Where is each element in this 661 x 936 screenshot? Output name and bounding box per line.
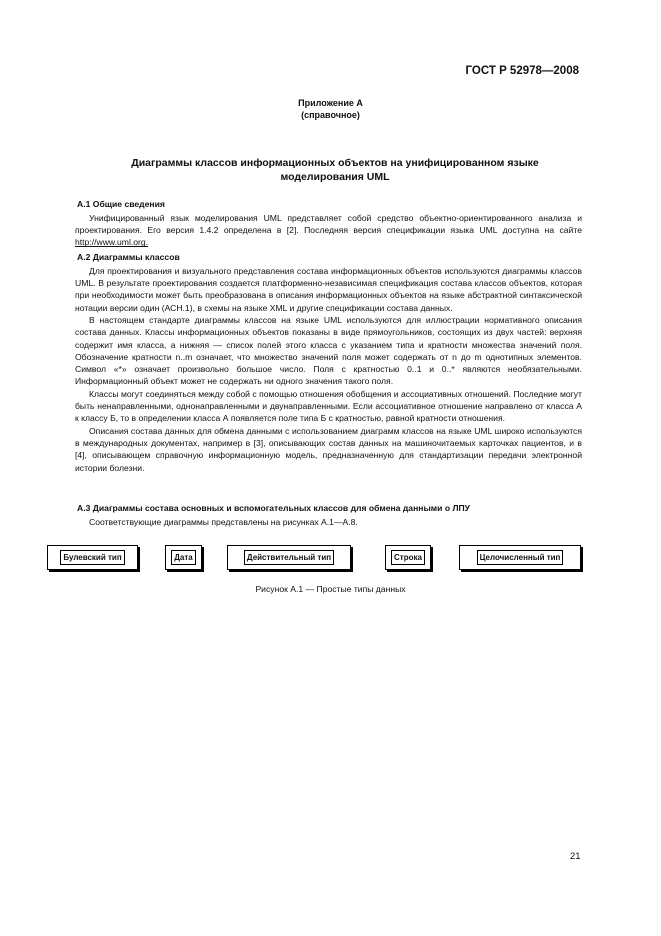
type-box-integer [459, 545, 581, 570]
section-a2-paragraph-4: Описания состава данных для обмена данными с использованием диаграмм классов на языке UML широко используются в международных документах, например в [3], описывающих состав данных на машиночитаемых карточках пациентов, и в [4], описывающем справочную информационную модель, предназначенную для стандартизации передачи электронной истории болезни. [75, 425, 582, 473]
type-box-real [227, 545, 351, 570]
section-a2-paragraph-1: Для проектирования и визуального представления состава информационных объектов используются диаграммы классов UML. В результате проектирования создается платформенно-независимая спецификация состава классов объектов, которая при необходимости может быть преобразована в описания информационных объектов на языке абстрактной синтаксической нотации версии один (АСН.1), в схемы на языке XML и другие спецификации состава данных. [75, 265, 582, 313]
section-a1-heading: А.1 Общие сведения [77, 199, 165, 209]
page-number: 21 [570, 851, 581, 862]
type-box-label: Булевский тип [60, 550, 124, 565]
section-a3 [75, 502, 582, 528]
document-title [80, 156, 590, 184]
appendix-subtitle: (справочное) [301, 110, 360, 120]
section-a2 [75, 251, 582, 474]
type-box-date [165, 545, 202, 570]
section-a1-paragraph [75, 212, 582, 249]
section-a2-paragraph-2: В настоящем стандарте диаграммы классов на языке UML используются для иллюстрации нормативного описания состава данных. Классы информационных объектов показаны в виде прямоугольников, состоящих из двух частей: верхняя содержит имя класса, а нижняя — список полей этого класса с указанием типа и кратности множества значений поля. Обозначение кратности n..m означает, что множество значений поля может содержать от n до m однотипных элементов. Символ «*» означает произвольно большое число. Поля с кратностью 0..1 и 0..* являются необязательными. Информационный объект может не содержать ни одного значения такого поля. [75, 314, 582, 387]
section-a2-heading: А.2 Диаграммы классов [77, 252, 180, 262]
type-box-label: Строка [391, 550, 425, 565]
document-title-line-2: моделирования UML [280, 171, 390, 183]
standard-number: ГОСТ Р 52978—2008 [465, 65, 579, 77]
section-a2-paragraph-3: Классы могут соединяться между собой с помощью отношения обобщения и ассоциативных отношений. Последние могут быть ненаправленными, однонаправленными и двунаправленными. Если ассоциативное отношение направлено от класса А к классу Б, то в определении класса А появляется поле типа Б с кратностью, равной кратности отношения. [75, 388, 582, 424]
figure-caption: Рисунок А.1 — Простые типы данных [255, 584, 406, 594]
section-a1 [75, 198, 582, 249]
simple-types-diagram [0, 545, 661, 575]
section-a1-text: Унифицированный язык моделирования UML представляет собой средство объектно-ориентированного анализа и проектирования. Его версия 1.4.2 определена в [2]. Последняя версия спецификации языка UML доступна на сайте [75, 212, 582, 236]
appendix-title: Приложение А [298, 98, 363, 108]
document-title-line-1: Диаграммы классов информационных объектов на унифицированном языке [131, 157, 539, 169]
section-a3-paragraph: Соответствующие диаграммы представлены на рисунках А.1—А.8. [89, 516, 358, 527]
uml-site-link[interactable]: http://www.uml.org. [75, 237, 149, 248]
type-box-string [385, 545, 431, 570]
type-box-label: Действительный тип [244, 550, 334, 565]
section-a3-heading: А.3 Диаграммы состава основных и вспомогательных классов для обмена данными о ЛПУ [77, 503, 471, 513]
type-box-boolean [47, 545, 138, 570]
appendix-heading [0, 97, 661, 121]
type-box-label: Целочисленный тип [477, 550, 564, 565]
type-box-label: Дата [171, 550, 196, 565]
